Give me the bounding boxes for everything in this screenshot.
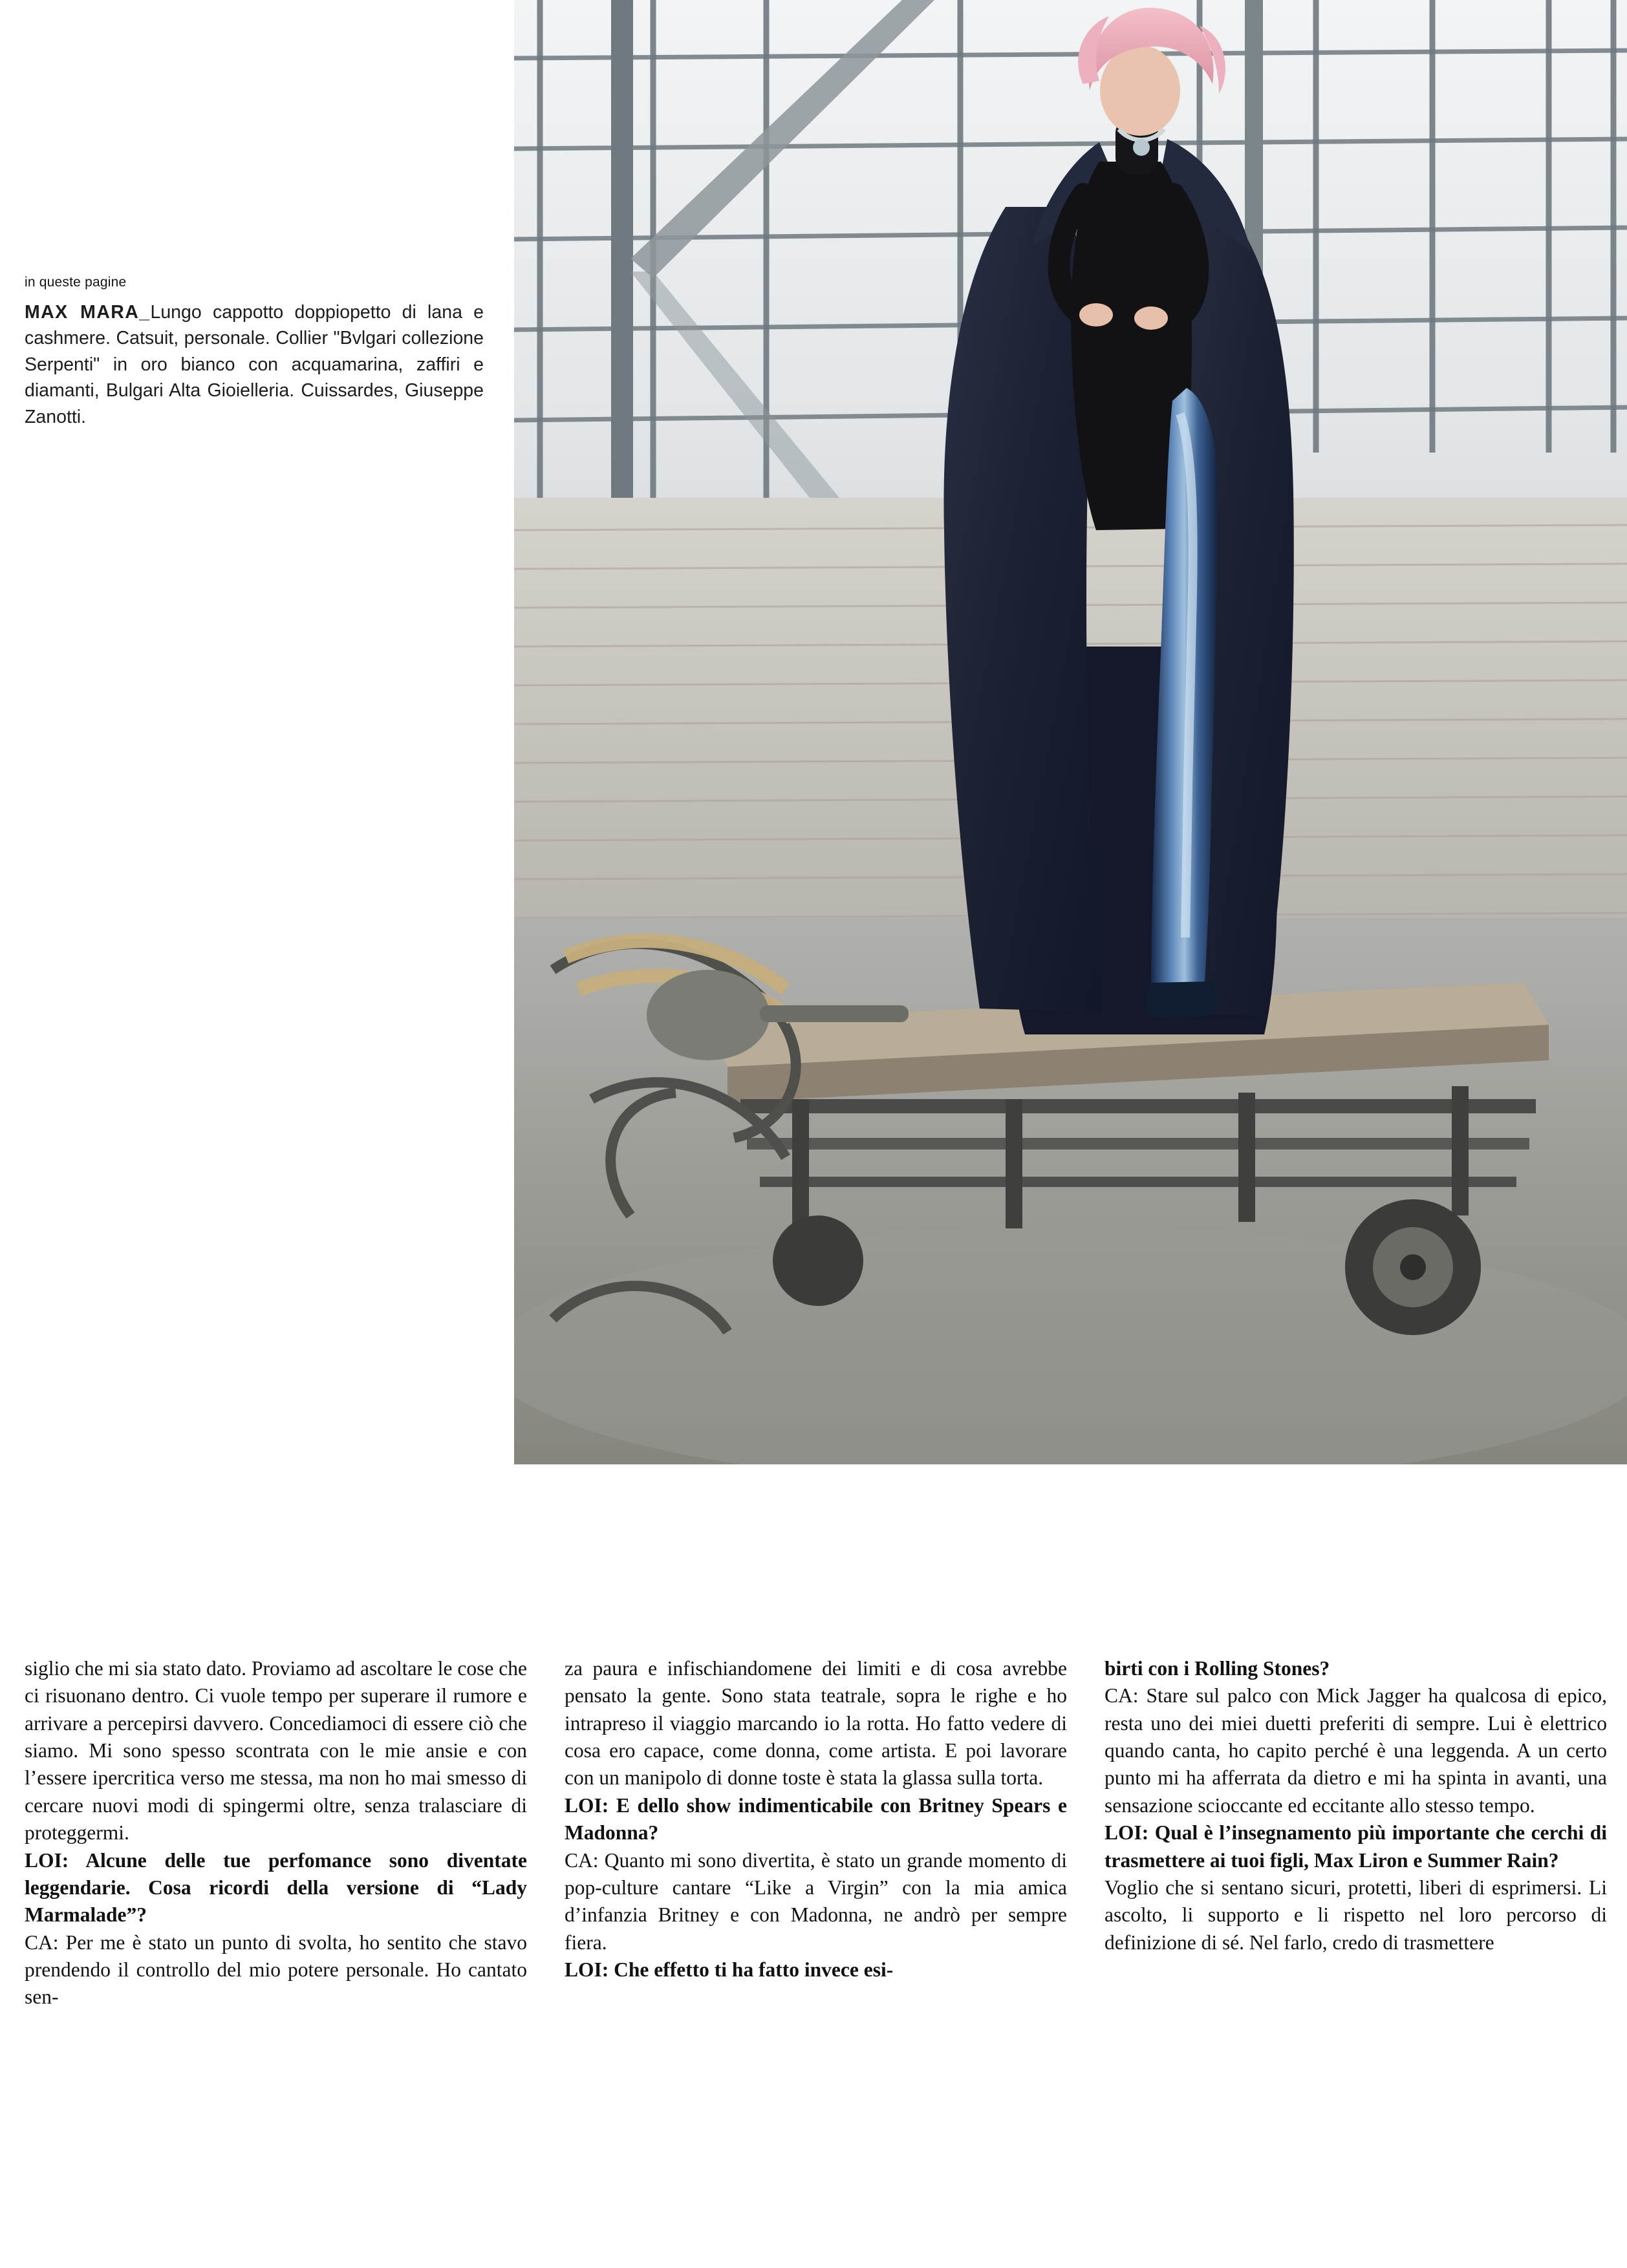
caption-text	[25, 299, 484, 430]
paragraph: za paura e infischiandomene dei limiti e di cosa avrebbe pensato la gente. Sono stata teatrale, sopra le righe e ho intrapreso il viaggio marcando io la rotta. Ho fatto vedere di cosa ero capace, come donna, come artista. E poi lavorare con un manipolo di donne toste è stata la glassa sulla torta.	[565, 1657, 1067, 1790]
text-column-1	[25, 1655, 527, 2011]
image-caption	[25, 275, 484, 430]
paragraph: CA: Per me è stato un punto di svolta, ho sentito che stavo prendendo il controllo del mio potere personale. Ho cantato sen-	[25, 1931, 527, 2009]
interview-question: LOI: Qual è l’insegnamento più importante che cerchi di trasmettere ai tuoi figli, Max Liron e Summer Rain?	[1104, 1821, 1607, 1872]
photo-illustration	[514, 0, 1627, 1464]
text-column-2	[565, 1655, 1067, 2011]
caption-brand: MAX MARA_	[25, 302, 151, 323]
interview-question: LOI: Che effetto ti ha fatto invece esi-	[565, 1958, 894, 1981]
caption-kicker: in queste pagine	[25, 275, 127, 290]
fashion-photograph	[514, 0, 1627, 1464]
paragraph: siglio che mi sia stato dato. Proviamo ad ascoltare le cose che ci risuonano dentro. Ci vuole tempo per superare il rumore e arrivare a percepirsi davvero. Concediamoci di essere ciò che siamo. Mi sono spesso scontrata con le mie ansie e con l’essere ipercritica verso me stessa, ma non ho mai smesso di cercare nuovi modi di spingermi oltre, senza tralasciare di proteggermi.	[25, 1657, 527, 1845]
paragraph: CA: Stare sul palco con Mick Jagger ha qualcosa di epico, resta uno dei miei duetti preferiti di sempre. Lui è elettrico quando canta, ho capito perché è una leggenda. A un certo punto mi ha afferrata da dietro e mi ha spinta in avanti, una sensazione scioccante ed eccitante allo stesso tempo.	[1104, 1684, 1607, 1817]
paragraph: Voglio che si sentano sicuri, protetti, liberi di esprimersi. Li ascolto, li supporto e li rispetto nel loro percorso di definizione di sé. Nel farlo, credo di trasmettere	[1104, 1876, 1607, 1954]
interview-question: birti con i Rolling Stones?	[1104, 1657, 1330, 1680]
interview-question: LOI: Alcune delle tue perfomance sono diventate leggendarie. Cosa ricordi della versione di “Lady Marmalade”?	[25, 1848, 527, 1927]
article-columns	[25, 1655, 1608, 2011]
page-bottom-margin	[0, 2247, 1627, 2268]
interview-question: LOI: E dello show indimenticabile con Britney Spears e Madonna?	[565, 1793, 1067, 1845]
paragraph: CA: Quanto mi sono divertita, è stato un grande momento di pop-culture cantare “Like a Virgin” con la mia amica d’infanzia Britney e con Madonna, ne andrò per sempre fiera.	[565, 1848, 1067, 1954]
text-column-3	[1104, 1655, 1607, 2011]
caption-description: Lungo cappotto doppiopetto di lana e cashmere. Catsuit, personale. Collier "Bvlgari collezione Serpenti" in oro bianco con acquamarina, zaffiri e diamanti, Bulgari Alta Gioielleria. Cuissardes, Giuseppe Zanotti.	[25, 302, 484, 427]
